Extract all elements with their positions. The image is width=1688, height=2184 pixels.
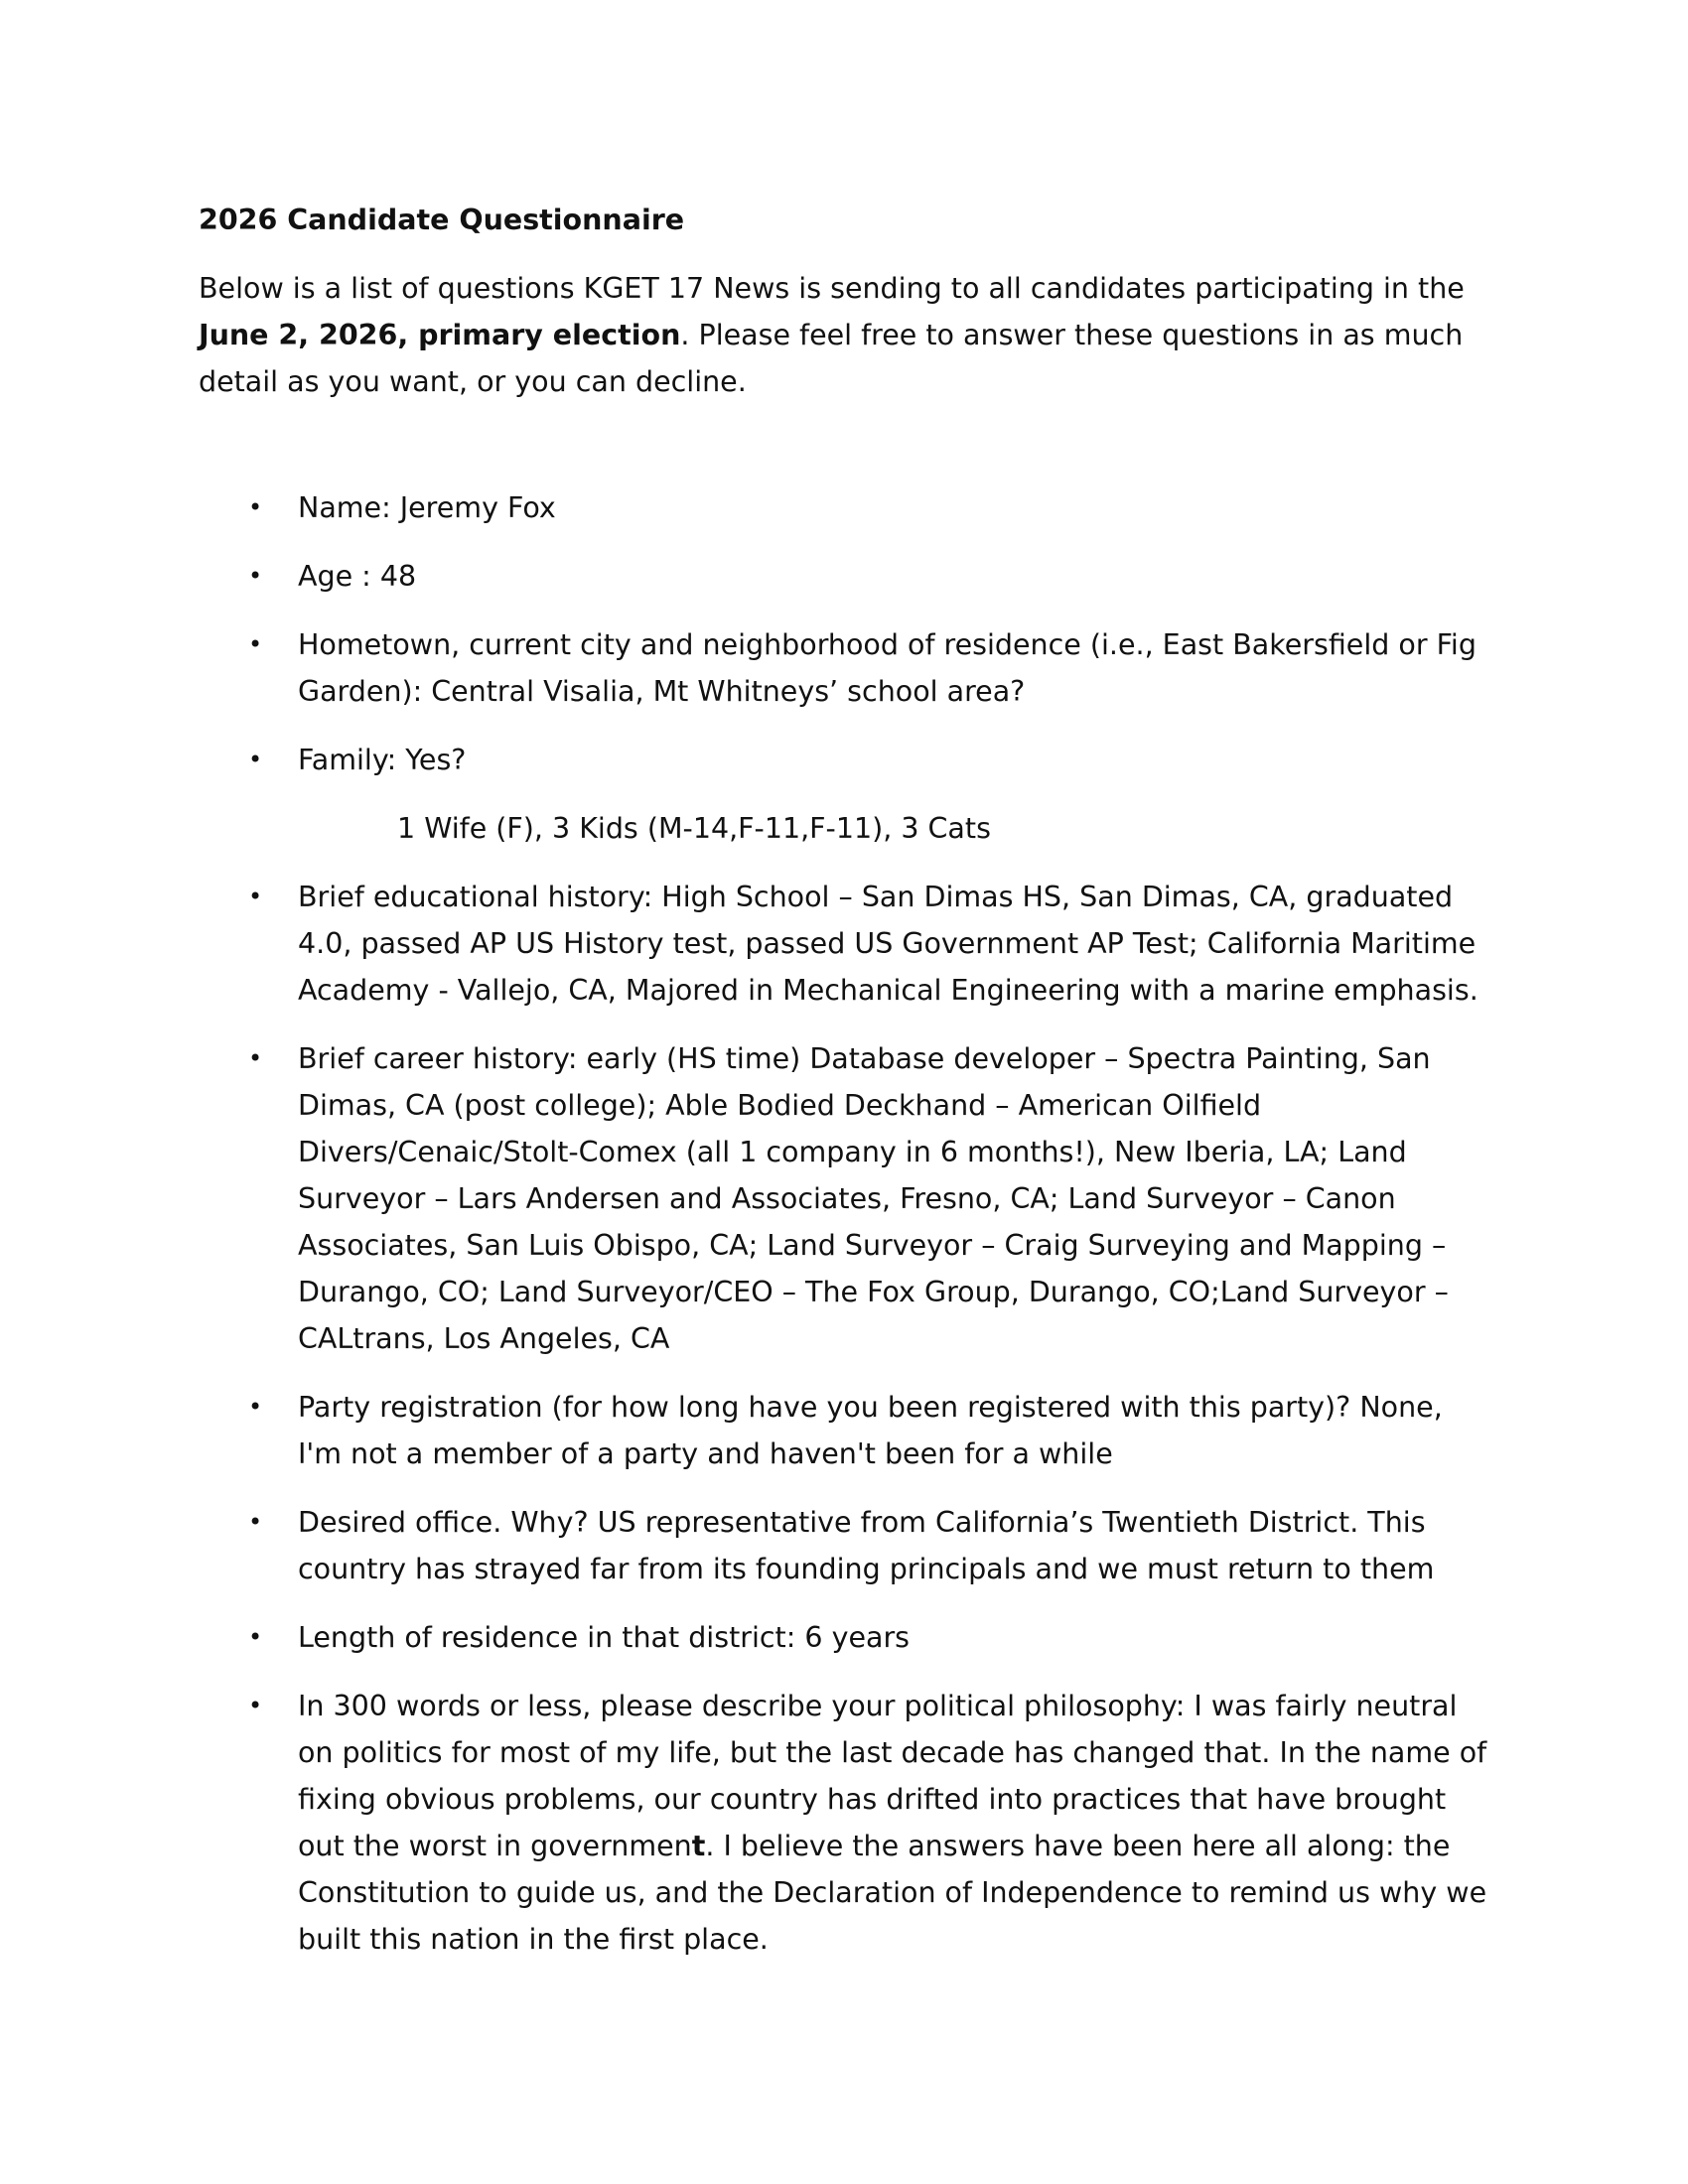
item-text: Party registration (for how long have you been registered with this party)? None, I'm not a member of a party and haven't been for a while: [298, 1391, 1443, 1470]
list-item-career: [199, 1035, 1489, 1362]
list-item-name: [199, 484, 1489, 531]
philosophy-text-end: . I believe the answers have been here all along: the Constitution to guide us, and the Declaration of Independence to remind us why we built this nation in the first place.: [298, 1830, 1487, 1956]
list-item-education: [199, 874, 1489, 1014]
list-item-party: [199, 1384, 1489, 1477]
family-detail: 1 Wife (F), 3 Kids (M-14,F-11,F-11), 3 Cats: [397, 812, 991, 845]
bullet-icon: •: [248, 1393, 263, 1421]
list-item-philosophy: [199, 1683, 1489, 1963]
document-page: [199, 197, 1489, 1984]
bullet-icon: •: [248, 1508, 263, 1536]
bullet-icon: •: [248, 1623, 263, 1651]
bullet-icon: •: [248, 746, 263, 773]
item-text: Name: Jeremy Fox: [298, 491, 556, 524]
philosophy-text-bold: t: [691, 1830, 706, 1862]
item-text: Age : 48: [298, 560, 417, 593]
bullet-icon: •: [248, 562, 263, 590]
bullet-icon: •: [248, 630, 263, 658]
item-text: Family: Yes?: [298, 744, 467, 776]
item-text: [298, 1690, 1486, 1956]
list-item-residence-length: [199, 1614, 1489, 1661]
bullet-icon: •: [248, 493, 263, 521]
bullet-icon: •: [248, 1692, 263, 1719]
item-text: Brief career history: early (HS time) Database developer – Spectra Painting, San Dimas, CA (post college); Able Bodied Deckhand – American Oilfield Divers/Cenaic/Stolt-Comex (all 1 company in 6 months!), New Iberia, LA; Land Surveyor – Lars Andersen and Associates, Fresno, CA; Land Surveyor – Canon Associates, San Luis Obispo, CA; Land Surveyor – Craig Surveying and Mapping – Durango, CO; Land Surveyor/CEO – The Fox Group, Durango, CO;Land Surveyor – CALtrans, Los Angeles, CA: [298, 1042, 1449, 1355]
item-text: Hometown, current city and neighborhood of residence (i.e., East Bakersfield or Fig Garden): Central Visalia, Mt Whitneys’ school area?: [298, 628, 1477, 708]
list-item-office: [199, 1499, 1489, 1592]
question-list: [199, 484, 1489, 1963]
intro-text-bold: June 2, 2026, primary election: [199, 319, 681, 351]
intro-paragraph: [199, 265, 1489, 405]
list-item-family: [199, 737, 1489, 852]
intro-text-start: Below is a list of questions KGET 17 News is sending to all candidates participating in the: [199, 272, 1465, 305]
item-text: Length of residence in that district: 6 years: [298, 1621, 911, 1654]
bullet-icon: •: [248, 883, 263, 910]
page-title: 2026 Candidate Questionnaire: [199, 204, 685, 236]
list-item-hometown: [199, 621, 1489, 715]
intro-text-end: . Please feel free to answer these questions in as much detail as you want, or you can decline.: [199, 319, 1464, 398]
bullet-icon: •: [248, 1044, 263, 1072]
item-text: Desired office. Why? US representative from California’s Twentieth District. This country has strayed far from its founding principals and we must return to them: [298, 1506, 1435, 1585]
list-item-age: [199, 553, 1489, 600]
philosophy-text-start: In 300 words or less, please describe your political philosophy: I was fairly neutral on politics for most of my life, but the last decade has changed that. In the name of fixing obvious problems, our country has drifted into practices that have brought out the worst in governmen: [298, 1690, 1487, 1862]
item-text: Brief educational history: High School – San Dimas HS, San Dimas, CA, graduated 4.0, passed AP US History test, passed US Government AP Test; California Maritime Academy - Vallejo, CA, Majored in Mechanical Engineering with a marine emphasis.: [298, 881, 1478, 1007]
